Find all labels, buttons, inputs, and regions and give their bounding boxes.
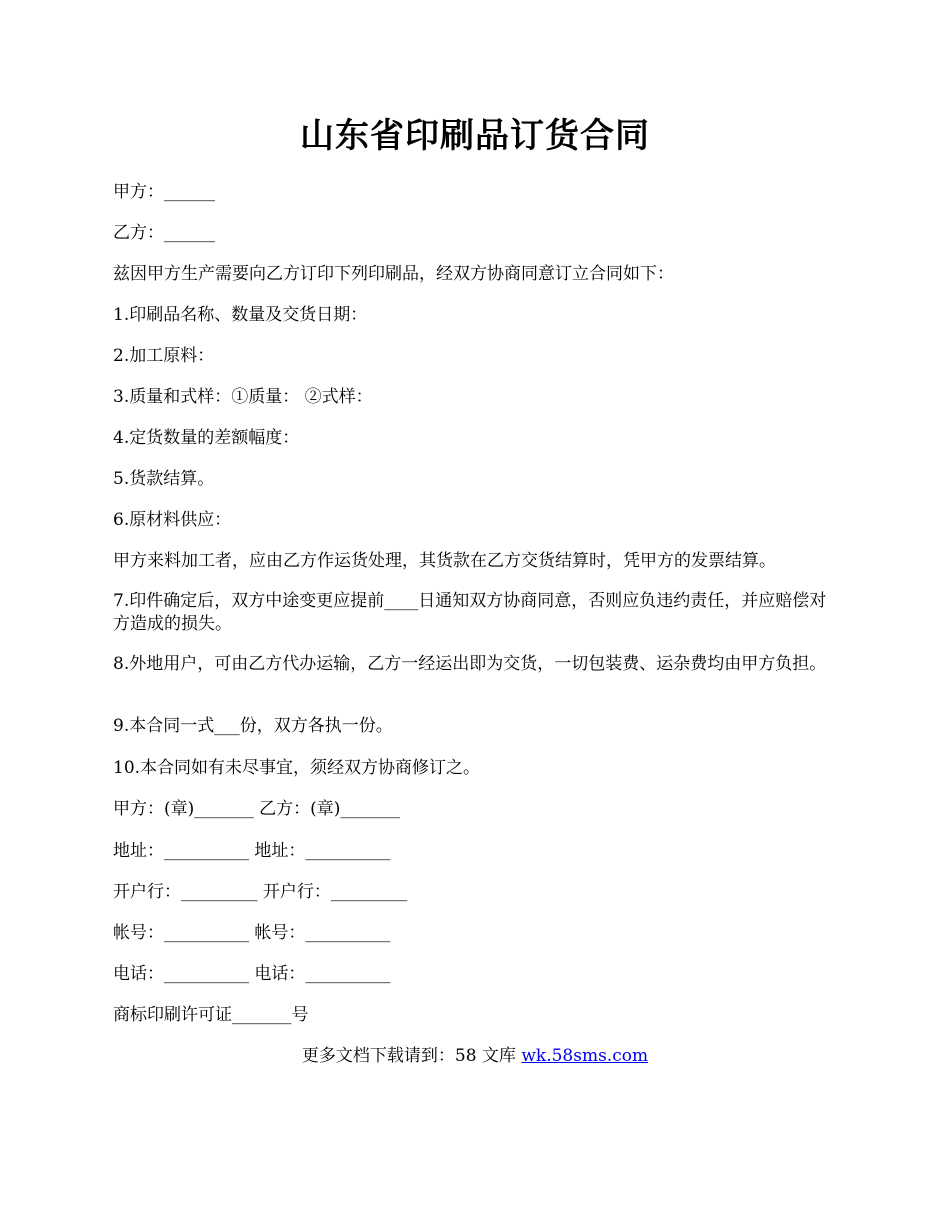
- clause-8: 8.外地用户，可由乙方代办运输，乙方一经运出即为交货，一切包装费、运杂费均由甲方负担。: [113, 654, 827, 674]
- clause-5: 5.货款结算。: [113, 469, 215, 489]
- signature-phone-line: 电话：__________ 电话：__________: [113, 964, 391, 984]
- trademark-license-line: 商标印刷许可证_______号: [113, 1005, 309, 1025]
- clause-6: 6.原材料供应：: [113, 510, 232, 530]
- clause-3: 3.质量和式样：①质量： ②式样：: [113, 387, 373, 407]
- signature-bank-line: 开户行：_________ 开户行：_________: [113, 882, 408, 902]
- clause-9: 9.本合同一式___份，双方各执一份。: [113, 716, 393, 736]
- clause-2: 2.加工原料：: [113, 346, 215, 366]
- party-a-line: 甲方：______: [113, 182, 215, 202]
- signature-address-line: 地址：__________ 地址：__________: [113, 841, 391, 861]
- clause-6-detail: 甲方来料加工者，应由乙方作运货处理，其货款在乙方交货结算时，凭甲方的发票结算。: [113, 551, 776, 571]
- intro-paragraph: 兹因甲方生产需要向乙方订印下列印刷品，经双方协商同意订立合同如下：: [113, 264, 674, 284]
- footer-text: 更多文档下载请到：58 文库: [301, 1046, 522, 1066]
- clause-4: 4.定货数量的差额幅度：: [113, 428, 300, 448]
- clause-10: 10.本合同如有未尽事宜，须经双方协商修订之。: [113, 758, 481, 778]
- party-b-line: 乙方：______: [113, 223, 215, 243]
- download-footer: [0, 1045, 950, 1068]
- clause-7: 7.印件确定后，双方中途变更应提前____日通知双方协商同意，否则应负违约责任，并应赔偿对方造成的损失。: [113, 591, 827, 634]
- clause-1: 1.印刷品名称、数量及交货日期：: [113, 305, 368, 325]
- document-title: 山东省印刷品订货合同: [300, 116, 650, 156]
- signature-account-line: 帐号：__________ 帐号：__________: [113, 923, 391, 943]
- footer-link[interactable]: wk.58sms.com: [521, 1046, 649, 1066]
- signature-seal-line: 甲方：(章)_______ 乙方：(章)_______: [113, 799, 400, 819]
